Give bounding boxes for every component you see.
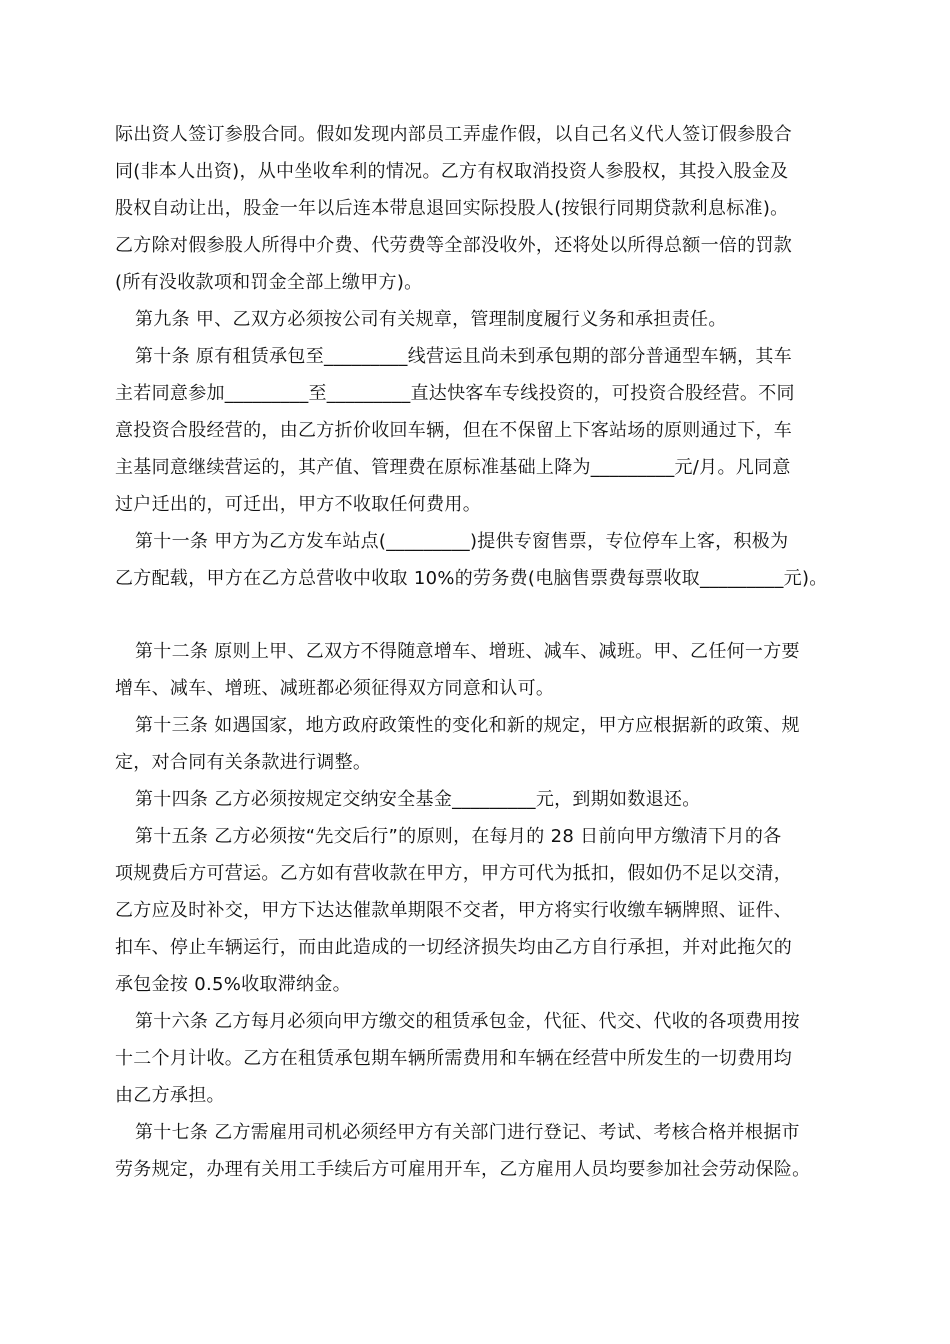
text-line: 股权自动让出，股金一年以后连本带息退回实际投股人(按银行同期贷款利息标准)。	[115, 198, 789, 219]
text-line: 过户迁出的，可迁出，甲方不收取任何费用。	[115, 494, 481, 515]
text-line: 乙方应及时补交，甲方下达达催款单期限不交者，甲方将实行收缴车辆牌照、证件、	[115, 900, 793, 921]
text-line: 际出资人签订参股合同。假如发现内部员工弄虚作假，以自己名义代人签订假参股合	[115, 124, 793, 145]
text-line: 扣车、停止车辆运行，而由此造成的一切经济损失均由乙方自行承担，并对此拖欠的	[115, 937, 793, 958]
text-line: 同(非本人出资)，从中坐收牟利的情况。乙方有权取消投资人参股权，其投入股金及	[115, 161, 789, 182]
text-line: 意投资合股经营的，由乙方折价收回车辆，但在不保留上下客站场的原则通过下，车	[115, 420, 793, 441]
text-line: 乙方除对假参股人所得中介费、代劳费等全部没收外，还将处以所得总额一倍的罚款	[115, 235, 793, 256]
article-10-line: 第十条 原有租赁承包至_________线营运且尚未到承包期的部分普通型车辆，其车	[135, 346, 793, 367]
text-line: 增车、减车、增班、减班都必须征得双方同意和认可。	[115, 678, 555, 699]
article-14-line: 第十四条 乙方必须按规定交纳安全基金_________元，到期如数退还。	[135, 789, 701, 810]
text-line: (所有没收款项和罚金全部上缴甲方)。	[115, 272, 423, 293]
text-line: 十二个月计收。乙方在租赁承包期车辆所需费用和车辆在经营中所发生的一切费用均	[115, 1048, 793, 1069]
text-line: 劳务规定，办理有关用工手续后方可雇用开车，乙方雇用人员均要参加社会劳动保险。	[115, 1159, 811, 1180]
text-line: 由乙方承担。	[115, 1085, 225, 1106]
text-line: 主基同意继续营运的，其产值、管理费在原标准基础上降为_________元/月。凡同意	[115, 457, 791, 478]
article-16-line: 第十六条 乙方每月必须向甲方缴交的租赁承包金，代征、代交、代收的各项费用按	[135, 1011, 800, 1032]
article-11-line: 第十一条 甲方为乙方发车站点(_________)提供专窗售票，专位停车上客，积极为	[135, 531, 789, 552]
text-line: 承包金按 0.5%收取滞纳金。	[115, 974, 351, 995]
text-line: 乙方配载，甲方在乙方总营收中收取 10%的劳务费(电脑售票费每票收取_________元)。	[115, 568, 828, 589]
article-13-line: 第十三条 如遇国家，地方政府政策性的变化和新的规定，甲方应根据新的政策、规	[135, 715, 800, 736]
text-line: 项规费后方可营运。乙方如有营收款在甲方，甲方可代为抵扣，假如仍不足以交清，	[115, 863, 793, 884]
text-line: 主若同意参加_________至_________直达快客车专线投资的，可投资合股经营。不同	[115, 383, 795, 404]
text-line: 定，对合同有关条款进行调整。	[115, 752, 372, 773]
article-9-line: 第九条 甲、乙双方必须按公司有关规章，管理制度履行义务和承担责任。	[135, 309, 727, 330]
article-12-line: 第十二条 原则上甲、乙双方不得随意增车、增班、减车、减班。甲、乙任何一方要	[135, 641, 800, 662]
article-15-line: 第十五条 乙方必须按“先交后行”的原则，在每月的 28 日前向甲方缴清下月的各	[135, 826, 782, 847]
article-17-line: 第十七条 乙方需雇用司机必须经甲方有关部门进行登记、考试、考核合格并根据市	[135, 1122, 800, 1143]
